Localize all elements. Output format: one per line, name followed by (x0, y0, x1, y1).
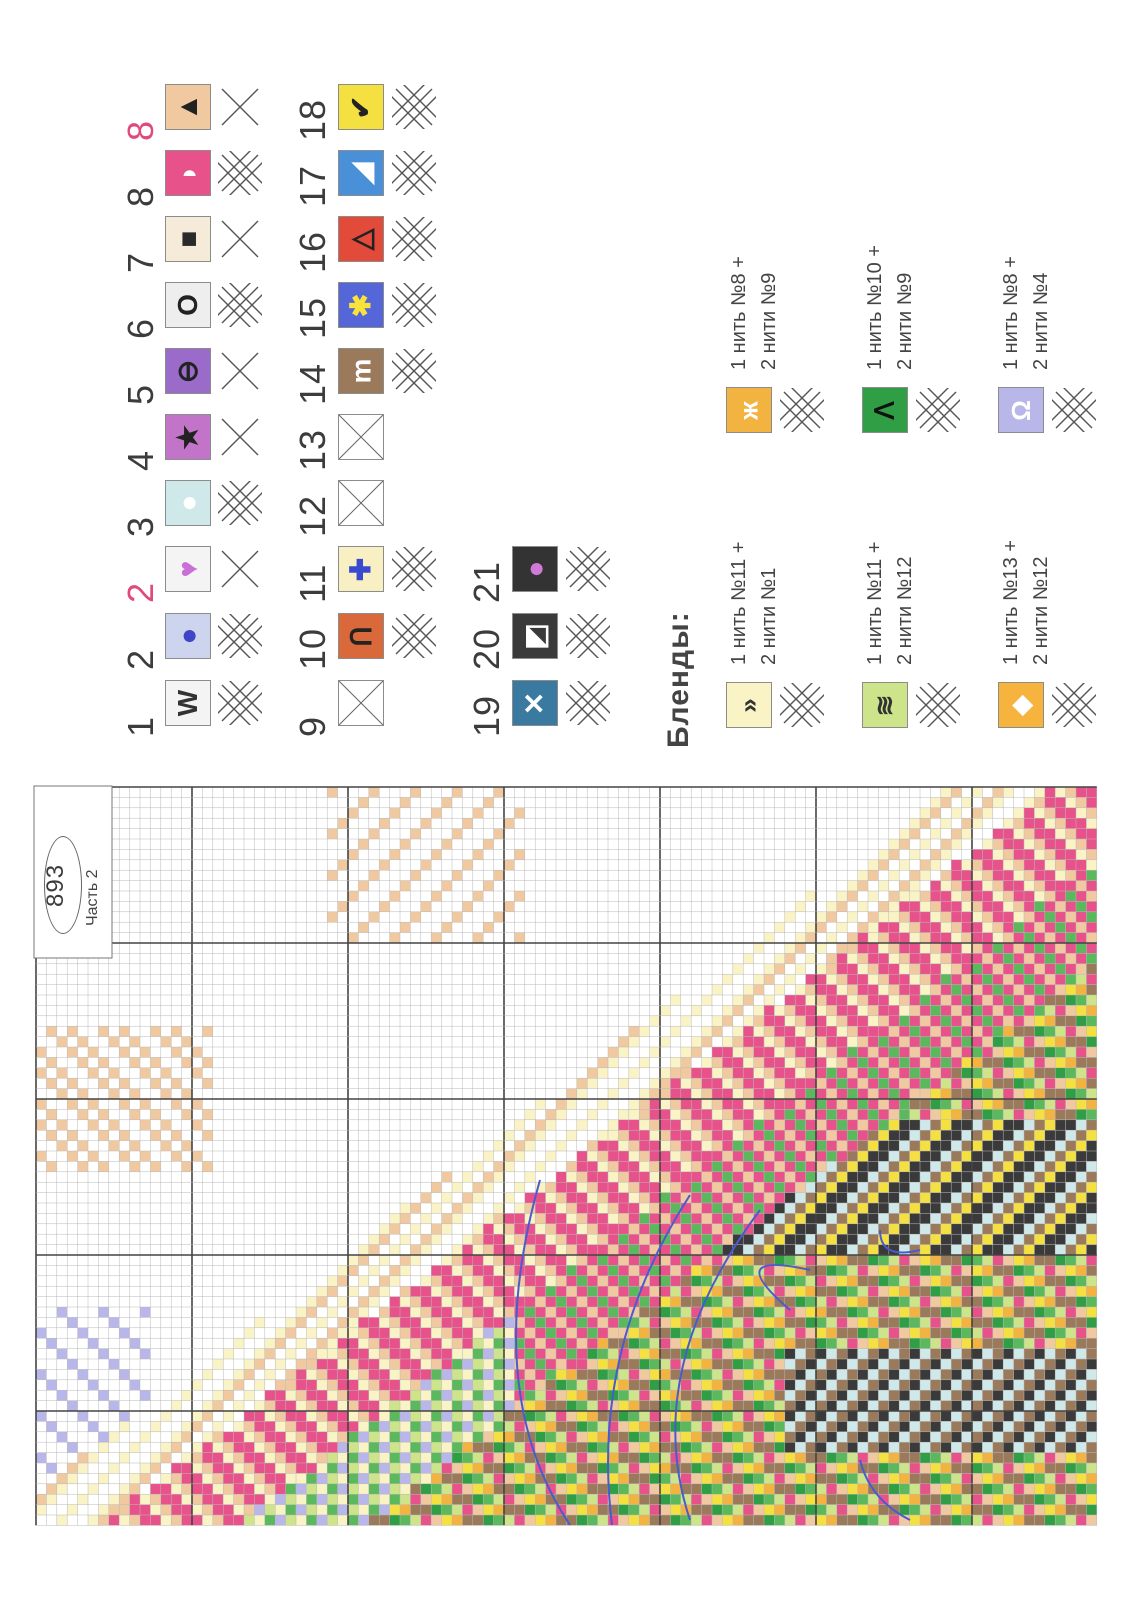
legend-1-4-number: 4 (120, 449, 161, 471)
legend-2-3-number: 12 (292, 494, 333, 537)
symbol-glyph: ◢ (345, 162, 377, 184)
legend-2-2-number: 11 (292, 563, 333, 603)
legend-1-3-number: 3 (120, 515, 161, 537)
blend-line-1: 1 нить №8 + (1000, 256, 1022, 370)
symbol-glyph: Ո (345, 625, 377, 647)
blend-line-1: 1 нить №13 + (1000, 540, 1022, 665)
symbol-glyph: ж (733, 400, 764, 420)
legend-1-9-number: 8 (120, 119, 161, 141)
legend-3-2-number: 21 (466, 560, 507, 603)
legend-1-1-number: 2 (120, 648, 161, 670)
blend-line-2: 2 нити №1 (758, 567, 780, 665)
legend-3-0-number: 19 (466, 694, 507, 737)
blend-line-2: 2 нити №12 (1030, 556, 1052, 665)
symbol-glyph: ● (518, 560, 550, 578)
symbol-glyph: W (172, 689, 203, 717)
symbol-glyph: ✕ (519, 691, 551, 715)
symbol-glyph: » (733, 697, 764, 713)
symbol-glyph: ● (171, 627, 203, 645)
legend-2-8-number: 17 (292, 164, 333, 207)
symbol-glyph: △ (345, 228, 377, 250)
legend-2-5-number: 14 (292, 362, 333, 405)
blend-line-1: 1 нить №10 + (864, 245, 886, 370)
symbol-glyph: O (172, 294, 203, 316)
symbol-glyph: ▲ (172, 93, 203, 121)
legend-2-6-number: 15 (292, 296, 333, 339)
symbol-glyph: ● (171, 494, 203, 512)
symbol-glyph: ◩ (519, 622, 551, 650)
blend-line-2: 2 нити №4 (1030, 272, 1052, 370)
legend-2-1-number: 10 (292, 627, 333, 670)
legend-1-6-number: 6 (120, 317, 161, 339)
legend-3-1-number: 20 (466, 627, 507, 670)
blend-line-1: 1 нить №11 + (728, 541, 750, 665)
blend-line-1: 1 нить №8 + (728, 256, 750, 370)
symbol-glyph: ✚ (345, 557, 377, 581)
legend-1-0-number: 1 (120, 715, 161, 737)
symbol-glyph: ■ (171, 230, 203, 248)
legend-2-0-number: 9 (292, 715, 333, 737)
symbol-glyph: ≋ (869, 694, 900, 716)
symbol-glyph: ⊖ (172, 359, 204, 383)
legend-1-2-number: 2 (120, 581, 161, 603)
part-label: Часть 2 (84, 869, 101, 926)
legend-1-8-number: 8 (120, 185, 161, 207)
blend-line-1: 1 нить №11 + (864, 541, 886, 665)
symbol-glyph: Ω (1005, 399, 1036, 421)
blend-line-2: 2 нити №9 (758, 272, 780, 370)
legend-2-9-number: 18 (292, 98, 333, 141)
symbol-glyph: m (345, 358, 376, 384)
symbol-glyph: ✱ (345, 293, 377, 317)
symbol-glyph: ♥ (172, 560, 203, 578)
blend-line-2: 2 нити №12 (894, 556, 916, 665)
pattern-number: 893 (42, 863, 69, 907)
symbol-glyph: ★ (172, 424, 204, 450)
legend-1-7-number: 7 (120, 251, 161, 273)
legend-1-5-number: 5 (120, 383, 161, 405)
symbol-glyph: ◆ (1005, 695, 1036, 715)
symbol-glyph: ᐱ (869, 401, 900, 419)
blend-line-2: 2 нити №9 (894, 272, 916, 370)
symbol-glyph: ◗ (171, 164, 203, 182)
legend-2-4-number: 13 (292, 428, 333, 471)
symbol-glyph: ✔ (345, 95, 377, 119)
legend-2-7-number: 16 (292, 230, 333, 273)
blends-title: Бленды: (662, 611, 695, 748)
